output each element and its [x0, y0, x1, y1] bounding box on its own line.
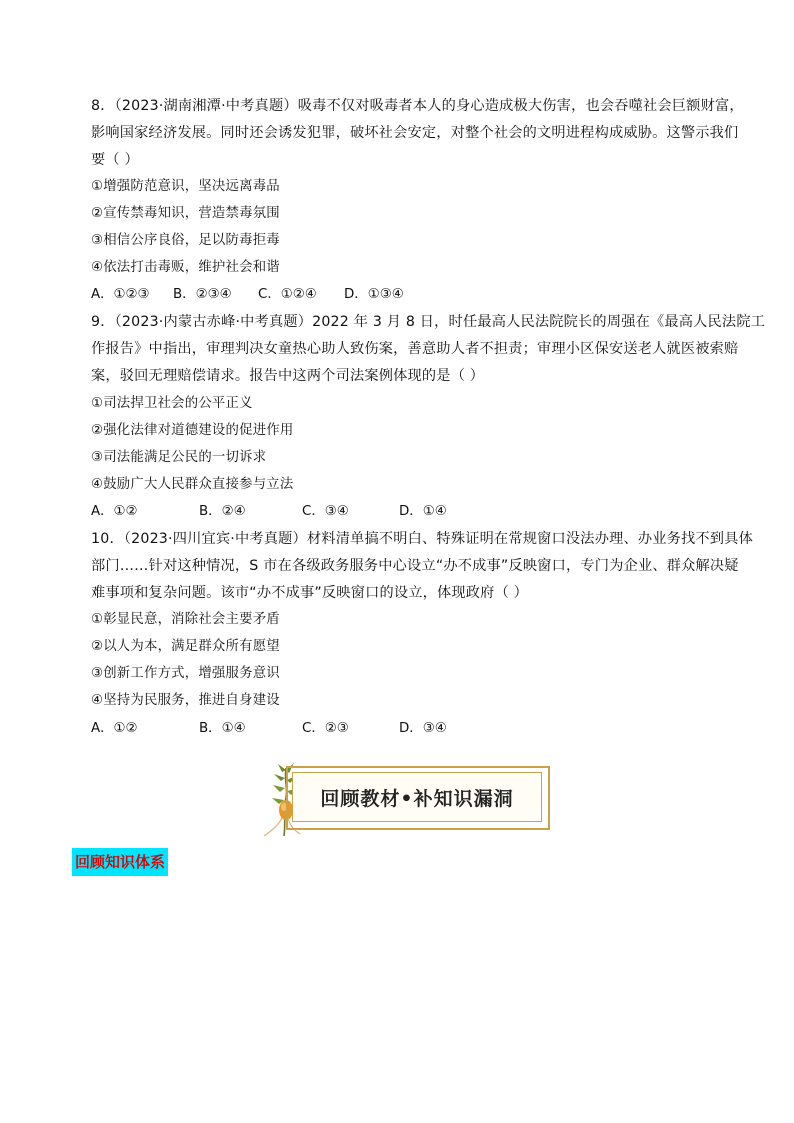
q8-option-2: ②宣传禁毒知识，营造禁毒氛围 — [91, 206, 280, 221]
q8-choice-c: C．①②④ — [258, 287, 317, 302]
q9-choice-a: A．①② — [91, 504, 138, 519]
q9-stem-line-1: 9．（2023·内蒙古赤峰·中考真题）2022 年 3 月 8 日，时任最高人民法院院长的周强在《最高人民法院工 — [91, 314, 766, 330]
q9-option-3: ③司法能满足公民的一切诉求 — [91, 450, 267, 465]
q9-option-4: ④鼓励广大人民群众直接参与立法 — [91, 477, 294, 492]
q10-choice-a: A．①② — [91, 721, 138, 736]
q9-answer-choices — [91, 503, 447, 521]
q9-option-2: ②强化法律对道德建设的促进作用 — [91, 423, 294, 438]
section-banner — [256, 758, 552, 838]
q10-stem-line-1: 10．（2023·四川宜宾·中考真题）材料清单搞不明白、特殊证明在常规窗口没法办理、办业务找不到具体 — [91, 531, 753, 547]
q10-option-2: ②以人为本，满足群众所有愿望 — [91, 639, 280, 654]
section-heading: 回顾知识体系 — [72, 848, 168, 876]
q9-option-1: ①司法捍卫社会的公平正义 — [91, 396, 253, 411]
q8-choice-b: B．②③④ — [173, 287, 232, 302]
q8-choice-a: A．①②③ — [91, 287, 150, 302]
q10-option-3: ③创新工作方式，增强服务意识 — [91, 666, 280, 681]
q9-stem-line-3: 案，驳回无理赔偿请求。报告中这两个司法案例体现的是（ ） — [91, 368, 485, 384]
q9-choice-b: B．②④ — [199, 504, 246, 519]
q10-option-4: ④坚持为民服务，推进自身建设 — [91, 693, 280, 708]
q10-stem-line-3: 难事项和复杂问题。该市“办不成事”反映窗口的设立，体现政府（ ） — [91, 585, 529, 601]
banner-inner-frame — [292, 772, 542, 822]
q9-stem-line-2: 作报告》中指出，审理判决女童热心助人致伤案，善意助人者不担责；审理小区保安送老人就医被索赔 — [91, 341, 739, 357]
q10-choice-d: D．③④ — [399, 721, 447, 736]
banner-title: 回顾教材•补知识漏洞 — [320, 787, 514, 810]
q8-stem-line-1: 8．（2023·湖南湘潭·中考真题）吸毒不仅对吸毒者本人的身心造成极大伤害，也会吞噬社会巨额财富， — [91, 98, 744, 114]
q10-answer-choices — [91, 720, 447, 738]
q10-option-1: ①彰显民意，消除社会主要矛盾 — [91, 612, 280, 627]
q8-stem-line-3: 要（ ） — [91, 152, 139, 168]
q8-answer-choices — [91, 286, 404, 304]
q8-option-3: ③相信公序良俗，足以防毒拒毒 — [91, 233, 280, 248]
q8-choice-d: D．①③④ — [344, 287, 404, 302]
q10-choice-b: B．①④ — [199, 721, 246, 736]
q10-stem-line-2: 部门……针对这种情况，S 市在各级政务服务中心设立“办不成事”反映窗口，专门为企业、群众解决疑 — [91, 558, 739, 574]
q8-stem-line-2: 影响国家经济发展。同时还会诱发犯罪，破坏社会安定，对整个社会的文明进程构成威胁。这警示我们 — [91, 125, 739, 141]
q8-option-4: ④依法打击毒贩，维护社会和谐 — [91, 260, 280, 275]
q9-choice-c: C．③④ — [302, 504, 349, 519]
q10-choice-c: C．②③ — [302, 721, 349, 736]
q9-choice-d: D．①④ — [399, 504, 447, 519]
q8-option-1: ①增强防范意识，坚决远离毒品 — [91, 179, 280, 194]
